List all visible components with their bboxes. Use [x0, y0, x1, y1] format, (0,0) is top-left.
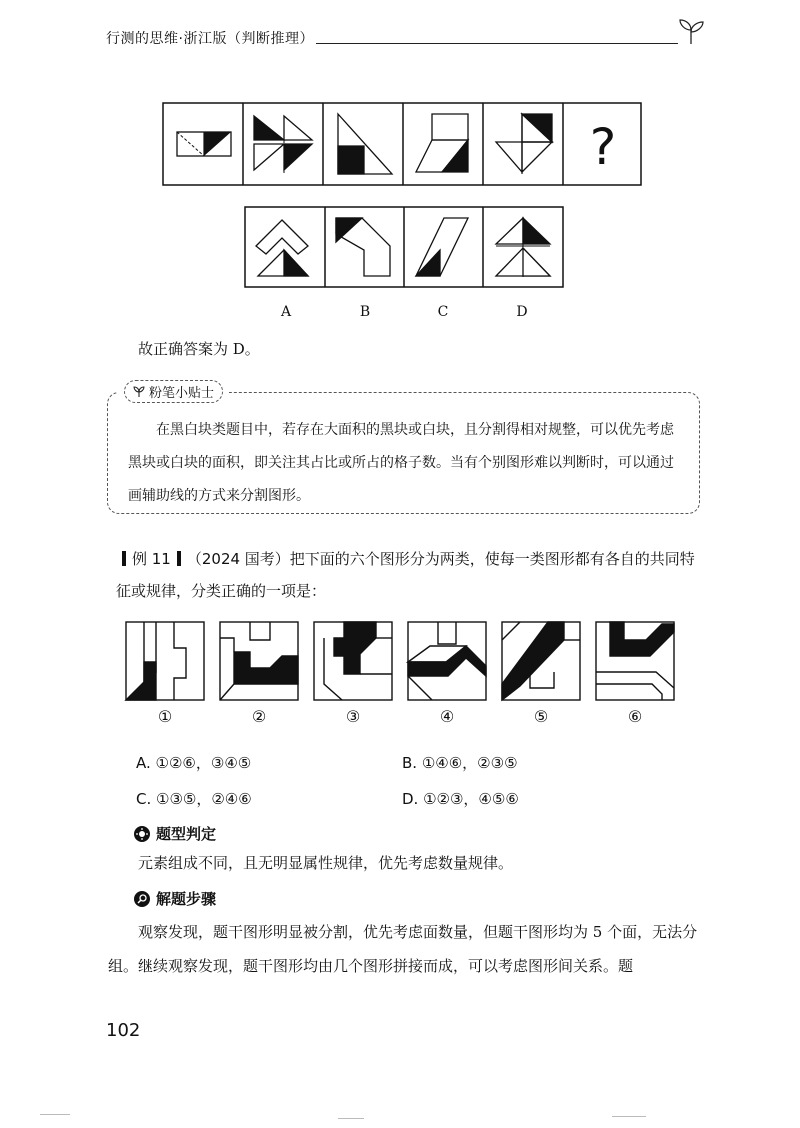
scan-speck	[612, 1116, 646, 1117]
option-label-a: A	[280, 304, 292, 320]
option-label-d: D	[516, 304, 528, 320]
tip-tag	[118, 380, 229, 403]
figure-4	[408, 622, 486, 700]
question-figure-4	[416, 114, 468, 172]
question-figure-5	[496, 114, 552, 174]
option-figure-row	[244, 206, 564, 288]
page-number: 102	[106, 1020, 141, 1041]
example-marker-left	[122, 551, 126, 566]
choice-b[interactable]: B. ①④⑥，②③⑤	[402, 754, 518, 772]
figure-label-3: ③	[345, 707, 361, 726]
question-figure-2	[254, 116, 312, 174]
figure-label-4: ④	[439, 707, 455, 726]
figure-label-1: ①	[157, 707, 173, 726]
section-type-heading	[134, 823, 216, 844]
scan-speck	[338, 1118, 364, 1119]
figure-1	[126, 622, 204, 700]
choice-d[interactable]: D. ①②③，④⑤⑥	[402, 790, 519, 808]
section-steps-text: 观察发现，题干图形明显被分割，优先考虑面数量，但题干图形均为 5 个面，无法分组。继续观察发现，题干图形均由几个图形拼接而成，可以考虑图形间关系。题	[108, 923, 698, 975]
header-rule	[316, 43, 678, 44]
figure-label-2: ②	[251, 707, 267, 726]
example-question	[116, 543, 704, 607]
answer-text: 故正确答案为 D。	[138, 340, 260, 358]
option-label-b: B	[359, 304, 371, 320]
magnifier-icon	[134, 891, 150, 907]
example-text: （2024 国考）把下面的六个图形分为两类，使每一类图形都有各自的共同特征或规律，分类正确的一项是：	[116, 550, 695, 600]
question-mark: ?	[589, 118, 617, 176]
figure-label-5: ⑤	[533, 707, 549, 726]
sun-icon	[134, 826, 150, 842]
choice-c[interactable]: C. ①③⑤，②④⑥	[136, 790, 252, 808]
classification-figures	[124, 620, 684, 704]
figure-5	[502, 622, 580, 700]
section-type-title: 题型判定	[156, 825, 217, 843]
section-type-text: 元素组成不同，且无明显属性规律，优先考虑数量规律。	[138, 854, 514, 872]
question-figure-3	[338, 114, 392, 174]
question-figure-row	[162, 102, 642, 186]
option-figure-a	[256, 220, 308, 276]
figure-6	[596, 622, 674, 700]
example-marker-right	[177, 551, 181, 566]
sprout-icon	[676, 18, 706, 46]
option-label-c: C	[437, 304, 449, 320]
option-figure-d	[496, 218, 550, 278]
question-figure-1	[177, 132, 231, 156]
sprout-small-icon	[133, 386, 145, 398]
figure-3	[314, 622, 392, 700]
section-steps-heading	[134, 888, 216, 909]
option-figure-c	[416, 218, 468, 276]
running-header-title: 行测的思维·浙江版（判断推理）	[106, 31, 314, 47]
choice-a[interactable]: A. ①②⑥，③④⑤	[136, 754, 252, 772]
section-steps-title: 解题步骤	[156, 890, 217, 908]
example-label: 例 11	[132, 550, 171, 568]
option-figure-b	[336, 218, 390, 276]
tip-tag-label: 粉笔小贴士	[149, 386, 215, 401]
figure-label-6: ⑥	[627, 707, 643, 726]
figure-2	[220, 622, 298, 700]
scan-speck	[40, 1114, 70, 1115]
tip-text: 在黑白块类题目中，若存在大面积的黑块或白块，且分割得相对规整，可以优先考虑黑块或白块的面积，即关注其占比或所占的格子数。当有个别图形难以判断时，可以通过画辅助线的方式来分割图形。	[128, 422, 674, 504]
